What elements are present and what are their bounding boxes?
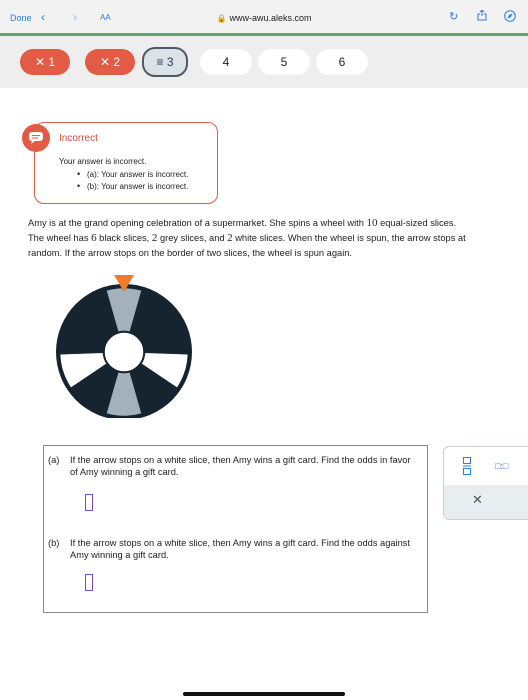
done-button[interactable]: Done	[10, 13, 32, 23]
feedback-item-b: • (b): Your answer is incorrect.	[87, 182, 188, 191]
spinner-wheel	[54, 272, 194, 418]
fraction-icon[interactable]	[463, 457, 471, 475]
answer-panel	[43, 445, 428, 613]
part-b-question: If the arrow stops on a white slice, then Amy wins a gift card. Find the odds against Amy winning a gift card.	[70, 538, 411, 560]
problem-line-2: The wheel has 6 black slices, 2 grey slices, and 2 white slices. When the wheel is spun, the arrow stops at	[28, 232, 466, 244]
question-1-button[interactable]: ✕ 1	[20, 49, 70, 75]
part-a-answer-input[interactable]	[85, 494, 93, 511]
compass-icon[interactable]	[504, 10, 516, 22]
feedback-list	[87, 170, 188, 194]
share-icon[interactable]	[477, 10, 487, 21]
ratio-button[interactable]: □:□	[495, 461, 509, 471]
url-text: www-awu.aleks.com	[229, 13, 312, 23]
part-b	[48, 537, 423, 567]
home-indicator	[183, 692, 345, 696]
feedback-message: Your answer is incorrect.	[59, 157, 147, 166]
question-3-button[interactable]: ≡ 3	[142, 47, 188, 77]
feedback-panel	[34, 122, 218, 204]
forward-icon[interactable]: ›	[73, 10, 77, 24]
part-a	[48, 454, 423, 484]
part-b-label: (b)	[48, 538, 60, 548]
question-6-button[interactable]: 6	[316, 49, 368, 75]
browser-toolbar	[0, 0, 528, 36]
math-tool-panel	[443, 446, 528, 520]
wheel-hub	[104, 332, 144, 372]
question-2-button[interactable]: ✕ 2	[85, 49, 135, 75]
text-size-button[interactable]: AA	[100, 13, 111, 22]
problem-statement	[28, 216, 528, 261]
part-b-answer-input[interactable]	[85, 574, 93, 591]
problem-line-3: random. If the arrow stops on the border of two slices, the wheel is spun again.	[28, 248, 353, 258]
part-a-label: (a)	[48, 455, 60, 465]
clear-button[interactable]: ✕	[472, 492, 483, 507]
feedback-title: Incorrect	[59, 133, 98, 144]
problem-line-1: Amy is at the grand opening celebration of a supermarket. She spins a wheel with 10 equal-sized slices.	[28, 217, 457, 229]
question-4-button[interactable]: 4	[200, 49, 252, 75]
question-5-button[interactable]: 5	[258, 49, 310, 75]
feedback-item-a: • (a): Your answer is incorrect.	[87, 170, 188, 179]
reload-icon[interactable]: ↻	[449, 11, 459, 23]
back-icon[interactable]: ‹	[41, 10, 45, 24]
lock-icon: 🔒	[216, 14, 227, 23]
feedback-icon	[22, 124, 50, 152]
part-a-question: If the arrow stops on a white slice, then Amy wins a gift card. Find the odds in favor of Amy winning a gift card.	[70, 455, 411, 477]
question-navigation	[0, 36, 528, 88]
